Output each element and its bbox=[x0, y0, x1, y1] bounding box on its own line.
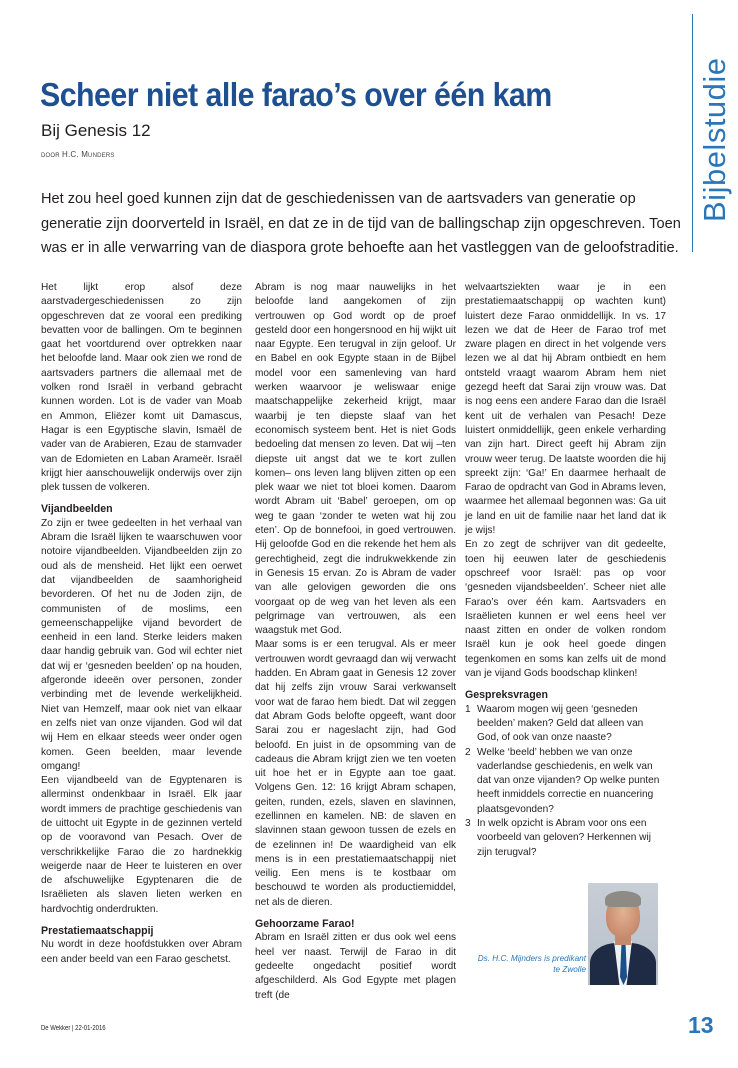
byline bbox=[41, 150, 115, 159]
paragraph: En zo zegt de schrijver van dit gedeelte, toen hij eeuwen later de geschiedenis opschreef voor Israël: pas op voor ‘gesneden vijandsbeelden’. Scheer niet alle Farao’s over één kam. Aartsvaders en Israëlieten kunnen er wel eens heel ver naast zitten en onder de volken rondom Israël kun je ook heel goede dingen tegenkomen en soms kan zelfs uit de mond van je vijand Gods boodschap klinken! bbox=[465, 539, 666, 680]
question-text: Waarom mogen wij geen ‘gesneden beelden’ maken? Geld dat alleen van God, of ook van onze naaste? bbox=[477, 703, 644, 744]
question-text: Welke ‘beeld’ hebben we van onze vaderlandse geschiedenis, en welk van dat van onze vijanden? Op welke punten heeft inmiddels correctie en nuancering plaatsgevonden? bbox=[477, 746, 660, 815]
paragraph: Abram is nog maar nauwelijks in het beloofde land aangekomen of zijn vertrouwen op God wordt op de proef gesteld door een hongersnood en hij wijkt uit naar Egypte. Een terugval in zijn geloof. Ur en Babel en ook Egypte staan in de Bijbel model voor een samenleving van hard werken waarvoor je weliswaar enige maatschappelijke zekerheid krijgt, maar waarbij je ten diepste slaaf van het economisch systeem bent. Het is niet Gods bedoeling dat mensen zo leven. Dat wij –ten diepste uit angst dat we te kort zullen komen– ons leven lang blijven zitten op een plek waar we niet tot bloei komen. Daarom wordt Abram uit ‘Babel’ geroepen, om op weg te gaan ‘zonder te weten wat hij zou eten’. Op de bonnefooi, in goed vertrouwen. Hij geloofde God en die rekende het hem als gerechtigheid, zegt die indrukwekkende zin in Genesis 15 ervan. Zo is Abram de vader van alle gelovigen geworden die ons voorgaat op de weg van het leven als een pelgrimage van vertrouwen, als een waagstuk met God. bbox=[255, 282, 456, 637]
photo-hair bbox=[605, 891, 641, 907]
column-1 bbox=[41, 281, 242, 967]
question-number: 2 bbox=[465, 746, 471, 758]
section-heading: Prestatiemaatschappij bbox=[41, 925, 154, 938]
section-heading: Gehoorzame Farao! bbox=[255, 918, 355, 931]
paragraph: Nu wordt in deze hoofdstukken over Abram een ander beeld van een Farao geschetst. bbox=[41, 939, 242, 965]
column-2 bbox=[255, 281, 456, 1003]
byline-author: H.C. Munders bbox=[61, 150, 115, 159]
section-heading: Vijandbeelden bbox=[41, 503, 113, 516]
column-3 bbox=[465, 281, 666, 860]
question-number: 3 bbox=[465, 817, 471, 829]
question-text: In welk opzicht is Abram voor ons een voorbeeld van geloven? Herkennen wij zijn terugval? bbox=[477, 817, 651, 858]
paragraph: Abram en Israël zitten er dus ook wel eens heel ver naast. Terwijl de Farao in dit gedeelte ongedacht positief wordt afgeschilderd. Als God Egypte met plagen treft (de bbox=[255, 932, 456, 1001]
byline-prefix: DOOR bbox=[41, 153, 60, 159]
question-item bbox=[465, 746, 666, 817]
intro-paragraph: Het zou heel goed kunnen zijn dat de geschiedenissen van de aartsvaders van generatie op generatie zijn doorverteld in Israël, en dat ze in de tijd van de ballingschap zijn opgeschreven. Toen was er in alle verwarring van de diaspora grote behoefte aan het vastleggen van de geloofstraditie. bbox=[41, 191, 681, 256]
footer-publication: De Wekker | 22-01-2016 bbox=[41, 1025, 106, 1032]
page-number: 13 bbox=[688, 1012, 714, 1038]
paragraph: welvaartsziekten waar je in een prestatiemaatschappij op wachten kunt) luistert deze Farao onmiddellijk. In vs. 17 lezen we dat de Heer de Farao trof met zware plagen en direct in het volgende vers lezen we al dat hij Abram ontbiedt en hem ontsteld vraagt waarom Abram hem niet gezegd heeft dat Sarai zijn vrouw was. Dat is nog eens een andere Farao dan die Israël kent uit de verhalen van Pesach! Deze luistert onmiddellijk, geen enkele verharding van zijn hart. Direct geeft hij Abram zijn vrouw weer terug. De laatste woorden die hij spreekt zijn: ‘Ga!’ En daarmee herhaalt de Farao de opdracht van God in Abrams leven, waarmee het allemaal begonnen was: Ga uit je land en uit de familie naar het land dat ik je wijs! bbox=[465, 282, 666, 537]
paragraph: Het lijkt erop alsof deze aarstvadergeschiedenissen zo zijn opgeschreven dat ze vooral een prediking bevatten voor de ballingen. Om te beginnen gaat het voortdurend over optrekken naar het beloofde land. Maar ook zien we rond de aartsvaders partners die allemaal met de volken rond Israël in verband gebracht kunnen worden. Lot is de vader van Moab en Ammon, Eliëzer komt uit Damascus, Hagar is een Egyptische slavin, Ismaël de vader van de Arabieren, Ezau de stamvader van de Edomieten en Laban Arameër. Israël krijgt hier aanschouwelijk onderwijs over zijn plek tussen de volkeren. bbox=[41, 282, 242, 494]
photo-caption: Ds. H.C. Mijnders is predikant te Zwolle bbox=[477, 954, 586, 974]
question-number: 1 bbox=[465, 703, 471, 715]
paragraph: Een vijandbeeld van de Egyptenaren is allerminst ondenkbaar in Israël. Elk jaar wordt immers de prachtige geschiedenis van de uittocht uit Egypte in de gezinnen verteld op de vooravond van Pesach. Over de verschrikkelijke Farao die zo hardnekkig weigerde naar de Heer te luisteren en over de afschuwelijke Egyptenaren die de Israëlieten als slaven lieten werken en hardvochtig onderdrukten. bbox=[41, 775, 242, 915]
section-label: Bijbelstudie bbox=[697, 57, 732, 222]
article-title: Scheer niet alle farao’s over één kam bbox=[40, 76, 552, 113]
article-subtitle: Bij Genesis 12 bbox=[41, 121, 151, 140]
paragraph: Maar soms is er een terugval. Als er meer vertrouwen wordt gevraagd dan wij verwacht hadden. En Abram gaat in Genesis 12 zover dat hij zelfs zijn vrouw Sarai verkwanselt voor wat de farao hem biedt. Dat wil zeggen dat Abram Gods belofte opgeeft, want door Sarai zou er nageslacht zijn, had God beloofd. En juist in de opsomming van de cadeaus die Abram krijgt zien we ten voeten uit hoe het er in Egypte aan toe gaat. Volgens Gen. 12: 16 krijgt Abram schapen, geiten, runden, ezels, slaven en slavinnen, ezellinnen en kamelen. NB: de slaven en slavinnen staan gewoon tussen de ezels en de ezelinnen in! De waardigheid van elk mens is in een prestatiemaatschappij niet veilig. Een mens is te kostbaar om beschouwd te worden als productiemiddel, net als de dieren. bbox=[255, 639, 456, 908]
author-photo bbox=[588, 883, 658, 985]
question-item bbox=[465, 817, 666, 860]
paragraph: Zo zijn er twee gedeelten in het verhaal van Abram die Israël lijken te waarschuwen voor notoire vijandbeelden. Vijandbeelden zijn zo oud als de mensheid. Het lijkt een oerwet dat vijandbeelden de saamhorigheid bevorderen. Of het nu de Joden zijn, de communisten of de moslims, een gemeenschappelijke vijand bevordert de eenheid in een land. Sterke leiders maken daar handig gebruik van. God wil echter niet dat wij er ‘gesneden beelden’ op na houden, afgeronde ideeën over personen, zonder verbinding met de levende werkelijkheid. Niet van Hemzelf, maar ook niet van elkaar en zelfs niet van onze vijanden. God wil dat wij Hem en elkaar steeds weer onder ogen komen. Geen beelden, maar levende omgang! bbox=[41, 517, 242, 772]
section-heading: Gespreksvragen bbox=[465, 689, 549, 702]
question-item bbox=[465, 703, 666, 746]
